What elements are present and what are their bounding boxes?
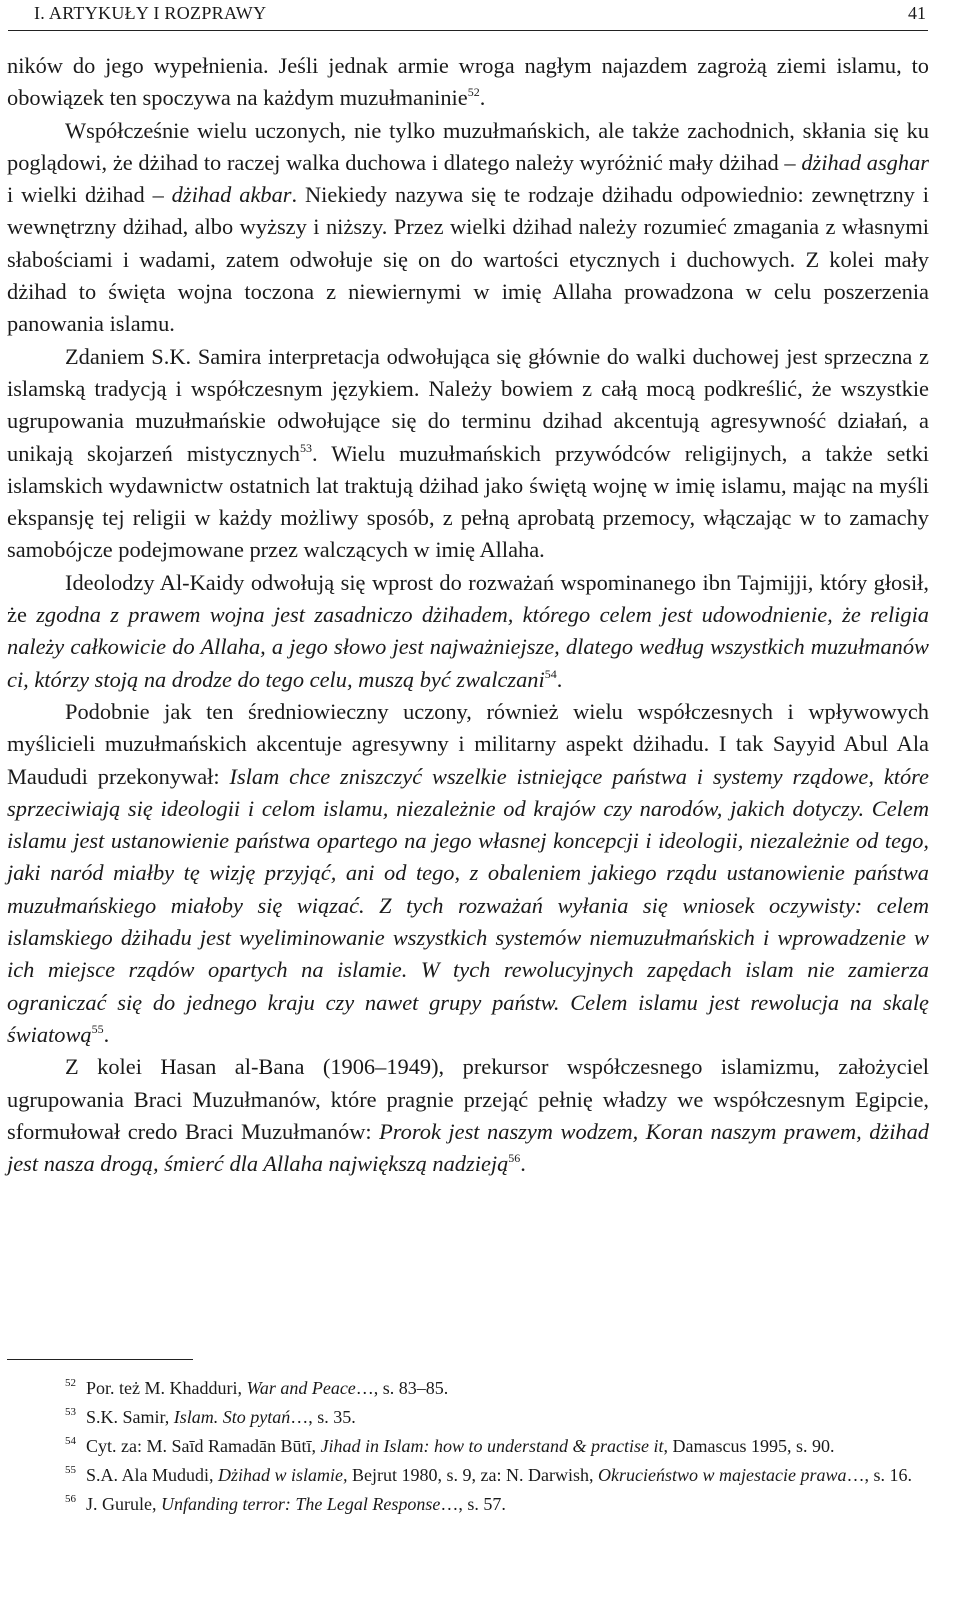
footnote-number: 54 (65, 1435, 76, 1447)
footnote-number: 52 (65, 1377, 76, 1389)
italic-text: Okrucieństwo w majestacie prawa (598, 1465, 847, 1485)
paragraph (7, 696, 929, 1051)
italic-text: Islam chce zniszczyć wszelkie istniejące państwa i systemy rządowe, które sprzeciwiają się ideologii i celom islamu, niezależnie od krajów czy narodów, jakich dotyczy. Celem islamu jest ustanowienie państwa opartego na jego własnej koncepcji i ideologii, niezależnie od tego, jaki naród miałby tę wizję przyjąć, ani od tego, z obaleniem jakiego rządu ustanowienie państwa muzułmańskiego miałoby się wiązać. Z tych rozważań wyłania się wniosek oczywisty: celem islamskiego dżihadu jest wyeliminowanie wszystkich systemów niemuzułmańskich i wprowadzenie w ich miejsce rządów opartych na islamie. W tych rewolucyjnych zapędach islam nie zamierza ograniczać się do jednego kraju czy nawet grupy państw. Celem islamu jest rewolucja na skalę światową (7, 763, 929, 1047)
italic-text: zgodna z prawem wojna jest zasadniczo dżihadem, którego celem jest udowodnienie, że religia należy całkowicie do Allaha, a jego słowo jest najważniejsze, dlatego według wszystkich muzułmanów ci, którzy stoją na drodze do tego celu, muszą być zwalczani (7, 602, 929, 692)
italic-text: Dżihad w islamie, (218, 1465, 348, 1485)
footnote (7, 1432, 929, 1461)
footnote-separator (7, 1359, 193, 1360)
paragraph (7, 115, 929, 341)
text-run: S.A. Ala Mududi, (86, 1465, 219, 1485)
text-run: Bejrut 1980, s. 9, za: N. Darwish, (347, 1465, 598, 1485)
italic-text: Unfanding terror: The Legal Response (161, 1494, 441, 1514)
italic-text: Prorok jest naszym wodzem, Koran naszym prawem, dżihad jest nasza drogą, śmierć dla Allaha największą nadzieją (7, 1118, 930, 1177)
footnotes (7, 1374, 929, 1519)
text-run: …, s. 35. (290, 1407, 356, 1427)
text-run: S.K. Samir, (86, 1407, 174, 1427)
footnote-ref: 54 (544, 666, 557, 681)
italic-text: dżihad akbar (171, 182, 292, 208)
text-run: . Wielu muzułmańskich przywódców religijnych, a także setki islamskich wydawnictw ostatnich lat traktują dżihad jako świętą wojnę w imię islamu, mając na myśli ekspansję tej religii w każdy możliwy sposób, z pełną aprobatą przemocy, włączając w to zamachy samobójcze podejmowane przez walczących w imię Allaha. (7, 440, 929, 563)
footnote-ref: 56 (508, 1151, 521, 1166)
footnote (7, 1403, 929, 1432)
text-run: Podobnie jak ten średniowieczny uczony, również wielu współczesnych i wpływowych myślicieli muzułmańskich akcentuje agresywny i militarny aspekt dżihadu. I tak Sayyid Abul Ala Maududi przekonywał: (7, 698, 929, 789)
text-run: Por. też M. Khadduri, (86, 1378, 247, 1398)
paragraph (7, 50, 929, 115)
footnote (7, 1490, 929, 1519)
footnote-number: 55 (65, 1464, 76, 1476)
text-run: Cyt. za: M. Saīd Ramadān Būtī, (86, 1436, 321, 1456)
running-header (8, 0, 928, 31)
italic-text: War and Peace (246, 1378, 356, 1398)
text-run: ników do jego wypełnienia. Jeśli jednak armie wroga nagłym najazdem zagrożą ziemi islamu, to obowiązek ten spoczywa na każdym muzułmaninie (7, 53, 929, 111)
text-run: , Damascus 1995, s. 90. (663, 1436, 835, 1456)
italic-text: Jihad in Islam: how to understand & practise it (320, 1436, 664, 1456)
text-run: …, s. 57. (440, 1494, 506, 1514)
footnote-number: 53 (65, 1406, 76, 1418)
text-run: …, s. 16. (846, 1465, 912, 1485)
footnote-ref: 55 (91, 1021, 104, 1036)
italic-text: dżihad asghar (801, 149, 929, 175)
text-run: . (556, 666, 563, 692)
text-run: Z kolei Hasan al-Bana (1906–1949), prekursor współczesnego islamizmu, założyciel ugrupowania Braci Muzułmanów, które pragnie przejąć pełnię władzy we współczesnym Egipcie, sformułował credo Braci Muzułmanów: (7, 1054, 929, 1144)
body-text (7, 50, 929, 1180)
page-number: 41 (908, 3, 926, 23)
text-run: Ideolodzy Al-Kaidy odwołują się wprost do rozważań wspominanego ibn Tajmijji, który głosił, że (7, 569, 929, 628)
section-title: I. ARTYKUŁY I ROZPRAWY (34, 3, 267, 23)
text-run: . (103, 1021, 110, 1047)
text-run: …, s. 83–85. (355, 1378, 449, 1398)
paragraph (7, 1051, 929, 1180)
text-run: . Niekiedy nazywa się te rodzaje dżihadu odpowiednio: zewnętrzny i wewnętrzny dżihad, albo wyższy i niższy. Przez wielki dżihad należy rozumieć zmagania z własnymi słabościami i wadami, zatem odwołuje się on do wartości etycznych i duchowych. Z kolei mały dżihad to święta wojna toczona z niewiernymi w imię Allaha prowadzona w celu poszerzenia panowania islamu. (7, 182, 929, 337)
text-run: Współcześnie wielu uczonych, nie tylko muzułmańskich, ale także zachodnich, skłania się ku poglądowi, że dżihad to raczej walka duchowa i dlatego należy wyróżnić mały dżihad – (7, 117, 929, 175)
footnote (7, 1461, 929, 1490)
footnote-ref: 52 (467, 85, 480, 100)
footnote (7, 1374, 929, 1403)
text-run: J. Gurule, (86, 1494, 161, 1514)
italic-text: Islam. Sto pytań (173, 1407, 291, 1427)
text-run: . (479, 85, 486, 111)
text-run: i wielki dżihad – (7, 182, 172, 208)
paragraph (7, 567, 929, 696)
paragraph (7, 341, 929, 567)
footnote-ref: 53 (300, 440, 313, 455)
text-run: . (520, 1151, 526, 1177)
text-run: Zdaniem S.K. Samira interpretacja odwołująca się głównie do walki duchowej jest sprzeczna z islamską tradycją i współczesnym językiem. Należy bowiem z całą mocą podkreślić, że wszystkie ugrupowania muzułmańskie odwołujące się do terminu dzihad akcentują agresywność działań, a unikają skojarzeń mistycznych (7, 343, 929, 466)
footnote-number: 56 (65, 1493, 76, 1505)
